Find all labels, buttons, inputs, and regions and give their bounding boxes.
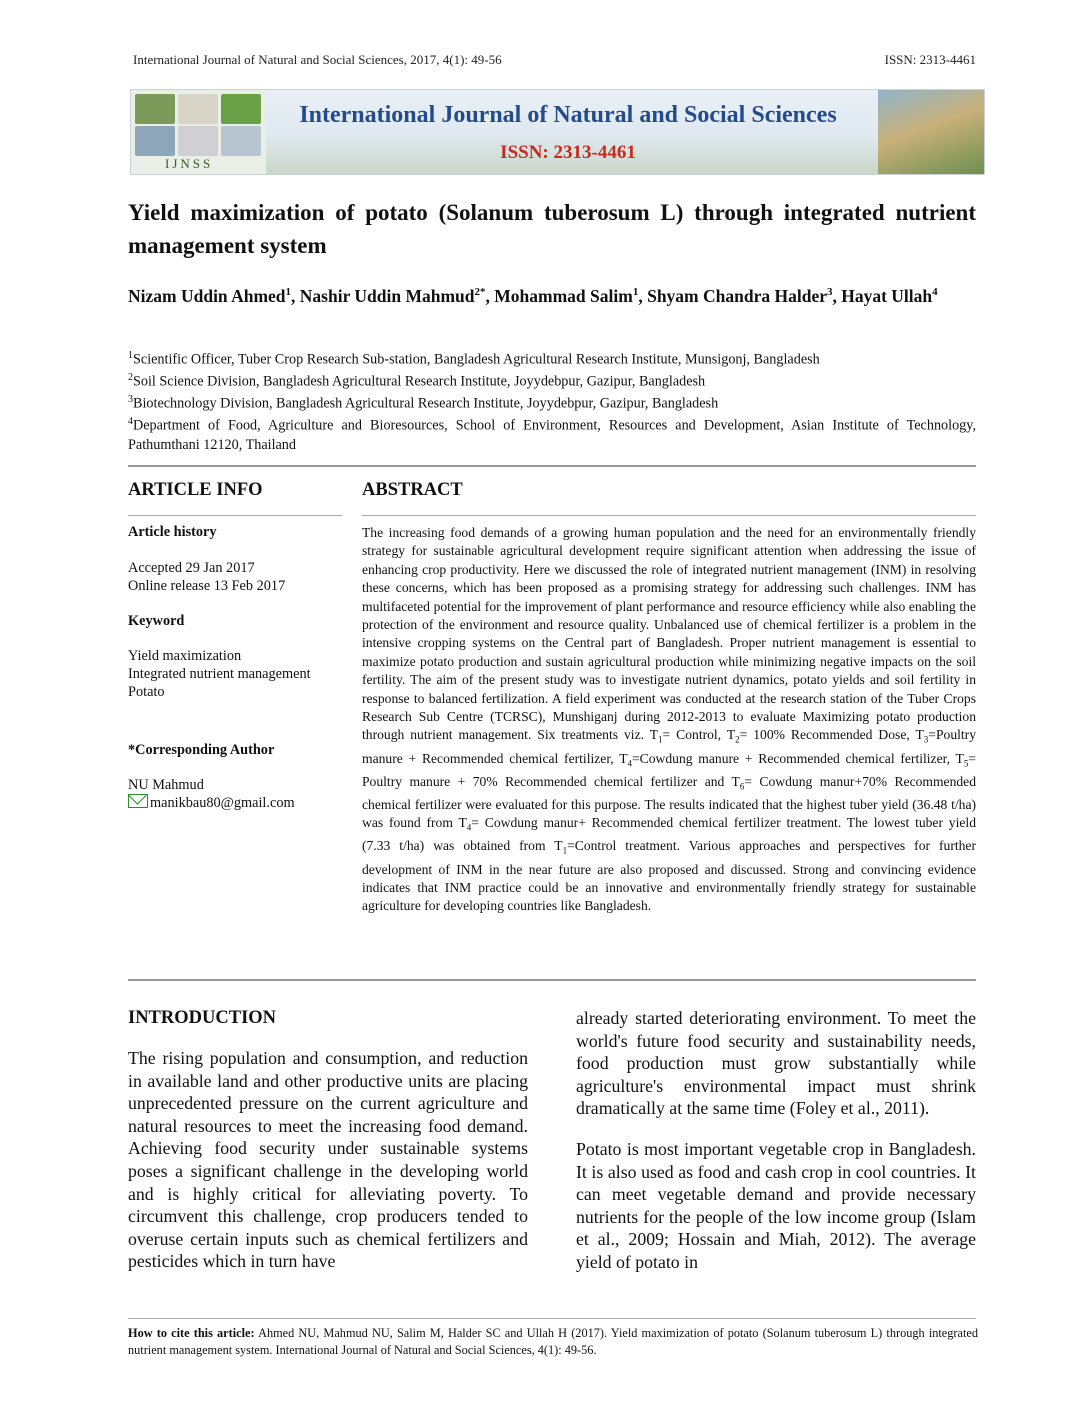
treatment-subscript: 6 [739,781,745,792]
affiliation-text: Department of Food, Agriculture and Bioresources, School of Environment, Resources and Development, Asian Institute of Technology, Pathumthani 12120, Thailand [128,418,976,453]
introduction-heading: INTRODUCTION [128,1008,277,1028]
author-list: Nizam Uddin Ahmed$^1$, Nashir Uddin Mahmud$^{2*}$, Mohammad Salim$^1$, Shyam Chandra Halder$^3$, Hayat Ullah$^4$ [128,285,938,306]
keyword-item: Yield maximization [128,648,242,664]
abstract-text: = Cowdung manur+70% Recommended chemical fertilizer were evaluated for this purpose. The results indicated that the highest tuber yield (36.48 t/ha) was found from T [362,773,976,831]
author-name: Mohammad Salim [494,285,633,306]
keyword-item: Integrated nutrient management [128,666,311,682]
article-title: Yield maximization of potato (Solanum tuberosum L) through integrated nutrient management system [128,200,976,258]
abstract-text: = Cowdung manur+ Recommended chemical fertilizer treatment. The lowest tuber yield (7.33 t/ha) was obtained from T [362,815,976,854]
author-affiliation-mark: 4 [932,286,938,298]
keyword-label: Keyword [128,613,185,629]
research-thumbnail [221,126,261,156]
envelope-icon [128,794,148,808]
info-divider [128,515,342,516]
body-paragraph: already started deteriorating environment. To meet the world's future food security and sustainability needs, food production must grow substantially while agriculture's environmental impact must shrink dramatically at the same time (Foley et al., 2011). [576,1008,976,1119]
treatment-subscript: 3 [923,735,929,746]
abstract-text: = Control, T [662,727,736,743]
fish-thumbnail [135,126,175,156]
affiliation-list [128,347,976,454]
lab-thumbnail [178,126,218,156]
treatment-subscript: 2 [735,735,740,746]
affiliation [128,391,976,413]
abstract-heading: ABSTRACT [362,480,463,500]
leaf-thumbnail [221,94,261,124]
article-info-heading: ARTICLE INFO [128,480,263,500]
abstract-text: =Cowdung manure + Recommended chemical fertilizer, T [632,750,964,766]
corresponding-author-label: *Corresponding Author [128,742,275,758]
author-name: Hayat Ullah [841,285,933,306]
author-affiliation-mark: 1 [632,286,639,298]
animal-thumbnail [178,94,218,124]
author-name: Nizam Uddin Ahmed [128,285,286,306]
affiliation-text: Biotechnology Division, Bangladesh Agricultural Research Institute, Joyydebpur, Gazipur, Bangladesh [133,396,719,413]
abstract-divider [362,515,976,516]
treatment-subscript: 1 [658,735,663,746]
introduction-right-column [576,1007,976,1274]
abstract-text: The increasing food demands of a growing human population and the need for an environmentally friendly strategy for sustainable agricultural development require significant attention when addressing the issue of enhancing crop productivity. Here we discussed the role of integrated nutrient management (INM) in resolving these concerns, which has been proposed as a promising strategy for addressing such challenges. INM has multifaceted potential for the improvement of plant performance and resource efficiency while also enabling the protection of the environment and resource quality. Unbalanced use of chemical fertilizer is a problem in the intensive cropping systems on the Central part of Bangladesh. Proper nutrient management is essential to maximize potato production and sustain agricultural production while minimizing negative impacts on the soil fertility. The aim of the present study was to investigate nutrient dynamics, potato yields and soil fertility in response to balanced fertilization. A field experiment was conducted at the research station of the Tuber Crops Research Sub Centre (TCRSC), Munshiganj during 2012-2013 to evaluate Maximizing potato production through nutrient management. Six treatments viz. T [362,525,976,743]
affiliation [128,413,976,454]
body-paragraph: The rising population and consumption, and reduction in available land and other productive units are placing unprecedented pressure on the current agriculture and natural resources to meet the increasing food demand. Achieving food security under sustainable systems poses a significant challenge in the developing world and is highly critical for alleviating poverty. To circumvent this challenge, crop producers tended to overuse certain inputs such as chemical fertilizers and pesticides which in turn have [128,1048,528,1272]
author-name: Nashir Uddin Mahmud [299,285,475,306]
cite-label: How to cite this article: [128,1326,255,1340]
section-divider [128,979,976,981]
affiliation-mark: 3 [128,394,133,406]
abstract-text: =Poultry manure + Recommended chemical fertilizer, T [362,727,976,766]
how-to-cite [128,1325,978,1358]
author-affiliation-mark: 1 [285,286,292,298]
corresponding-author-name: NU Mahmud [128,777,204,793]
running-header-issn: ISSN: 2313-4461 [884,52,976,67]
affiliation-text: Soil Science Division, Bangladesh Agricultural Research Institute, Joyydebpur, Gazipur, Bangladesh [133,373,706,390]
corresponding-author-email-row [128,794,295,812]
body-paragraph: Potato is most important vegetable crop in Bangladesh. It is also used as food and cash crop in cool countries. It can meet vegetable demand and provide necessary nutrients for the people of the low income group (Islam et al., 2009; Hossain and Miah, 2012). The average yield of potato in [576,1138,976,1272]
introduction-left-column [128,1047,528,1273]
banner-photo [878,90,984,174]
author-affiliation-mark: 3 [826,286,833,298]
article-history-label: Article history [128,524,217,540]
footer-divider [128,1318,976,1319]
journal-banner [130,89,985,175]
banner-image-collage [131,90,266,174]
author-name: Shyam Chandra Halder [647,285,827,306]
accepted-date: Accepted 29 Jan 2017 [128,560,255,576]
affiliation [128,369,976,391]
online-release-date: Online release 13 Feb 2017 [128,578,286,594]
treatment-subscript: 1 [562,846,568,857]
section-divider [128,465,976,467]
treatment-subscript: 5 [963,758,969,769]
plant-thumbnail [135,94,175,124]
author-affiliation-mark: 2* [474,286,486,298]
banner-abbreviation: IJNSS [165,156,214,171]
abstract-body [362,524,976,916]
affiliation [128,347,976,369]
treatment-subscript: 4 [466,822,472,833]
affiliation-mark: 4 [128,416,133,428]
keyword-item: Potato [128,684,165,700]
banner-journal-title: International Journal of Natural and Social Sciences [299,102,837,128]
affiliation-mark: 2 [128,372,133,384]
treatment-subscript: 4 [627,758,633,769]
corresponding-author-email[interactable]: manikbau80@gmail.com [150,795,295,811]
affiliation-mark: 1 [128,350,133,361]
running-header-citation: International Journal of Natural and Social Sciences, 2017, 4(1): 49-56 [133,52,502,67]
abstract-text: = 100% Recommended Dose, T [739,727,924,743]
abstract-text: =Control treatment. Various approaches and perspectives for further development of INM in the near future are also proposed and discussed. Strong and convincing evidence indicates that INM practice could be an innovative and environmentally friendly strategy for sustainable agriculture for developing countries like Bangladesh. [362,838,976,914]
affiliation-text: Scientific Officer, Tuber Crop Research Sub-station, Bangladesh Agricultural Research Institute, Munsigonj, Bangladesh [133,351,820,368]
cite-text: Ahmed NU, Mahmud NU, Salim M, Halder SC and Ullah H (2017). Yield maximization of potato (Solanum tuberosum L) through integrated nutrient management system. International Journal of Natural and Social Sciences, 4(1): 49-56. [128,1326,978,1357]
banner-issn: ISSN: 2313-4461 [500,142,636,163]
abstract-text: = Poultry manure + 70% Recommended chemical fertilizer and T [362,750,976,789]
